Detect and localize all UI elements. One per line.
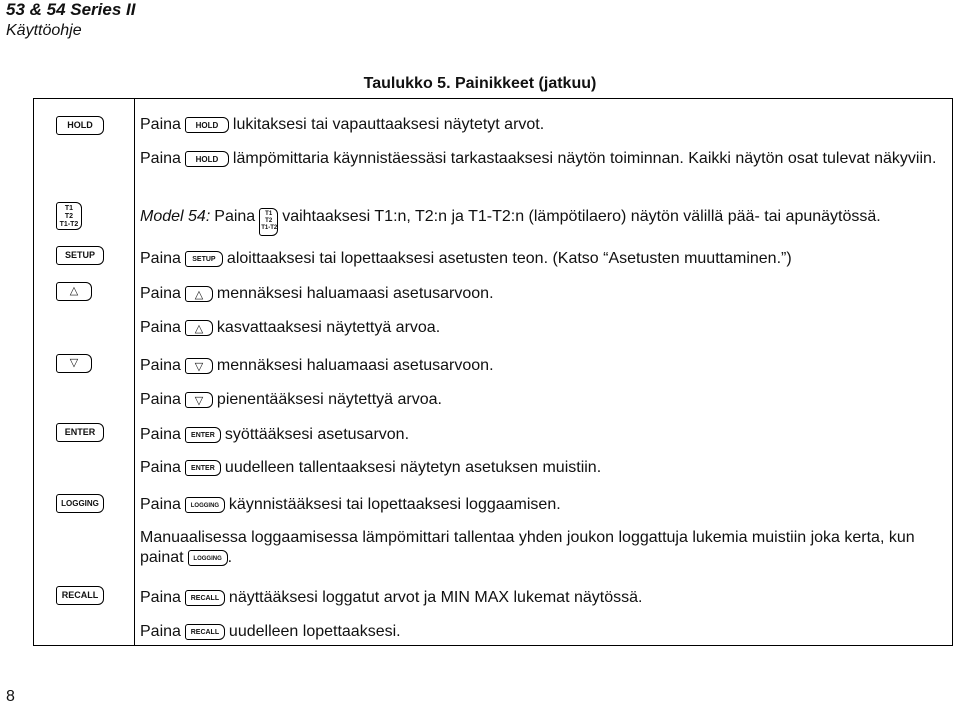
- setup-line: Paina SETUP aloittaaksesi tai lopettaaksesi asetusten teon. (Katso “Asetusten muuttaminen.”): [140, 250, 792, 267]
- enter-key-icon: ENTER: [56, 423, 104, 442]
- hold-key-inline-icon: HOLD: [185, 151, 229, 167]
- t1-t2-line: Model 54: Paina T1 T2 T1-T2vaihtaaksesi T1:n, T2:n ja T1-T2:n (lämpötilaero) näytön välillä pää- tai apunäytössä.: [140, 207, 881, 236]
- enter-key-inline-icon: ENTER: [185, 427, 221, 443]
- page-number: 8: [6, 688, 15, 705]
- document-title: 53 & 54 Series II: [6, 0, 136, 19]
- buttons-table: [33, 98, 953, 646]
- document-subtitle: Käyttöohje: [6, 22, 82, 39]
- hold-line-1: Paina HOLD lukitaksesi tai vapauttaaksesi näytetyt arvot.: [140, 116, 545, 133]
- hold-key-inline-icon: HOLD: [185, 117, 229, 133]
- logging-key-inline-icon: LOGGING: [188, 550, 228, 566]
- up-key-inline-icon: △: [185, 286, 213, 302]
- t1-t2-key-inline-icon: T1 T2 T1-T2: [259, 208, 278, 236]
- recall-key-inline-icon: RECALL: [185, 624, 225, 640]
- recall-key-inline-icon: RECALL: [185, 590, 225, 606]
- up-line-2: Paina △ kasvattaaksesi näytettyä arvoa.: [140, 319, 441, 336]
- logging-key-inline-icon: LOGGING: [185, 497, 225, 513]
- setup-key-icon: SETUP: [56, 246, 104, 265]
- setup-key-inline-icon: SETUP: [185, 251, 223, 267]
- logging-line-1: Paina LOGGING käynnistääksesi tai lopettaaksesi loggaamisen.: [140, 496, 561, 513]
- up-key-icon: △: [56, 282, 92, 301]
- recall-line-1: Paina RECALL näyttääksesi loggatut arvot ja MIN MAX lukemat näytössä.: [140, 589, 643, 606]
- up-key-inline-icon: △: [185, 320, 213, 336]
- table-caption: Taulukko 5. Painikkeet (jatkuu): [363, 75, 597, 92]
- recall-key-icon: RECALL: [56, 586, 104, 605]
- down-line-2: Paina ▽ pienentääksesi näytettyä arvoa.: [140, 391, 442, 408]
- down-key-icon: ▽: [56, 354, 92, 373]
- down-key-inline-icon: ▽: [185, 392, 213, 408]
- hold-line-2: Paina HOLD lämpömittaria käynnistäessäsi tarkastaaksesi näytön toiminnan. Kaikki näytön osat tulevat näkyviin.: [140, 150, 937, 167]
- down-line-1: Paina ▽ mennäksesi haluamaasi asetusarvoon.: [140, 357, 494, 374]
- logging-line-2: Manuaalisessa loggaamisessa lämpömittari tallentaa yhden joukon loggattuja lukemia muistiin joka kerta, kun painat LOGGING .: [140, 529, 915, 566]
- enter-line-1: Paina ENTER syöttääksesi asetusarvon.: [140, 426, 410, 443]
- down-key-inline-icon: ▽: [185, 358, 213, 374]
- enter-line-2: Paina ENTER uudelleen tallentaaksesi näytetyn asetuksen muistiin.: [140, 459, 602, 476]
- logging-key-icon: LOGGING: [56, 494, 104, 513]
- up-line-1: Paina △ mennäksesi haluamaasi asetusarvoon.: [140, 285, 494, 302]
- recall-line-2: Paina RECALL uudelleen lopettaaksesi.: [140, 623, 401, 640]
- enter-key-inline-icon: ENTER: [185, 460, 221, 476]
- t1-t2-key-icon: T1 T2 T1-T2: [56, 202, 82, 230]
- hold-key-icon: HOLD: [56, 116, 104, 135]
